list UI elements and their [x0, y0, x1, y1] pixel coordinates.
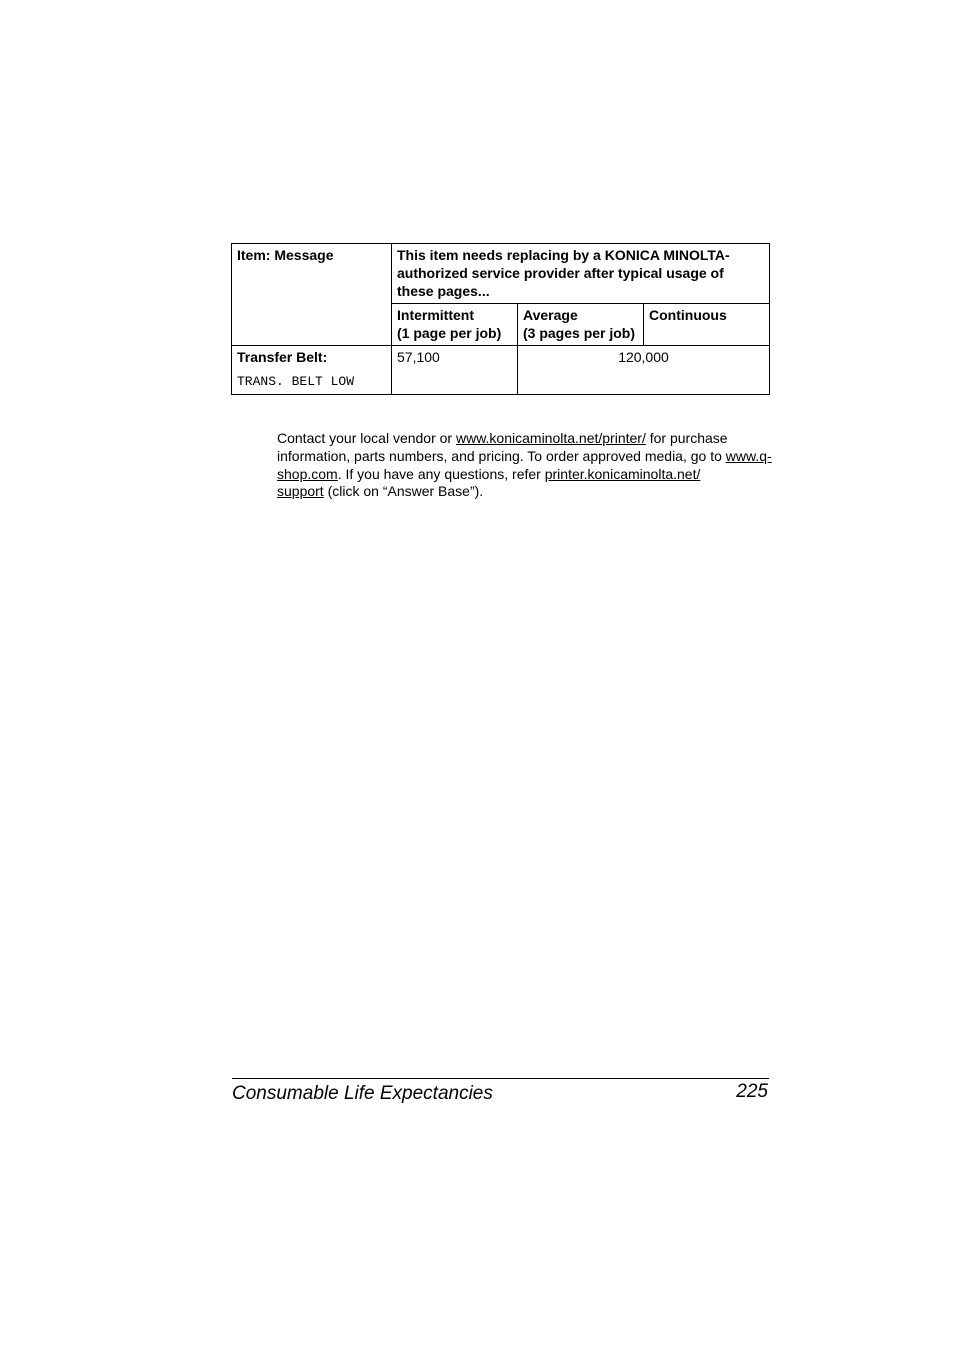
contact-text-2: for purchase information, parts numbers, and pricing. To order approved media, go to — [277, 430, 728, 464]
consumable-life-table — [231, 243, 770, 395]
item-message-header: Item: Message — [232, 244, 392, 346]
continuous-header-label: Continuous — [649, 307, 727, 323]
footer-section-title: Consumable Life Expectancies — [232, 1083, 493, 1104]
intermittent-value: 57,100 — [392, 346, 518, 395]
table-row — [232, 346, 770, 395]
contact-paragraph — [277, 430, 777, 501]
contact-text-1: Contact your local vendor or — [277, 430, 456, 446]
replacement-description-header: This item needs replacing by a KONICA MINOLTA-authorized service provider after typical usage of these pages... — [392, 244, 770, 304]
item-message: TRANS. BELT LOW — [237, 374, 355, 389]
average-header-sub: (3 pages per job) — [523, 325, 636, 341]
intermittent-header-label: Intermittent — [397, 307, 474, 323]
average-header — [518, 304, 644, 346]
support-link-part-2[interactable]: support — [277, 483, 324, 500]
support-link-part-1[interactable]: printer.konicaminolta.net/ — [544, 465, 701, 482]
page-number: 225 — [736, 1081, 768, 1102]
contact-text-3: . If you have any questions, refer — [337, 465, 545, 482]
item-name: Transfer Belt: — [237, 349, 328, 365]
average-continuous-value: 120,000 — [518, 346, 770, 395]
average-header-label: Average — [523, 307, 578, 323]
footer-divider — [232, 1078, 769, 1079]
transfer-belt-item-cell — [232, 346, 392, 395]
intermittent-header — [392, 304, 518, 346]
intermittent-header-sub: (1 page per job) — [397, 325, 502, 341]
contact-text-4: (click on “Answer Base”). — [323, 483, 484, 500]
konicaminolta-printer-link[interactable]: www.konicaminolta.net/printer/ — [455, 430, 646, 446]
q-shop-link[interactable]: www.q-shop.com — [277, 447, 772, 482]
table-header-row — [232, 244, 770, 304]
continuous-header — [644, 304, 770, 346]
